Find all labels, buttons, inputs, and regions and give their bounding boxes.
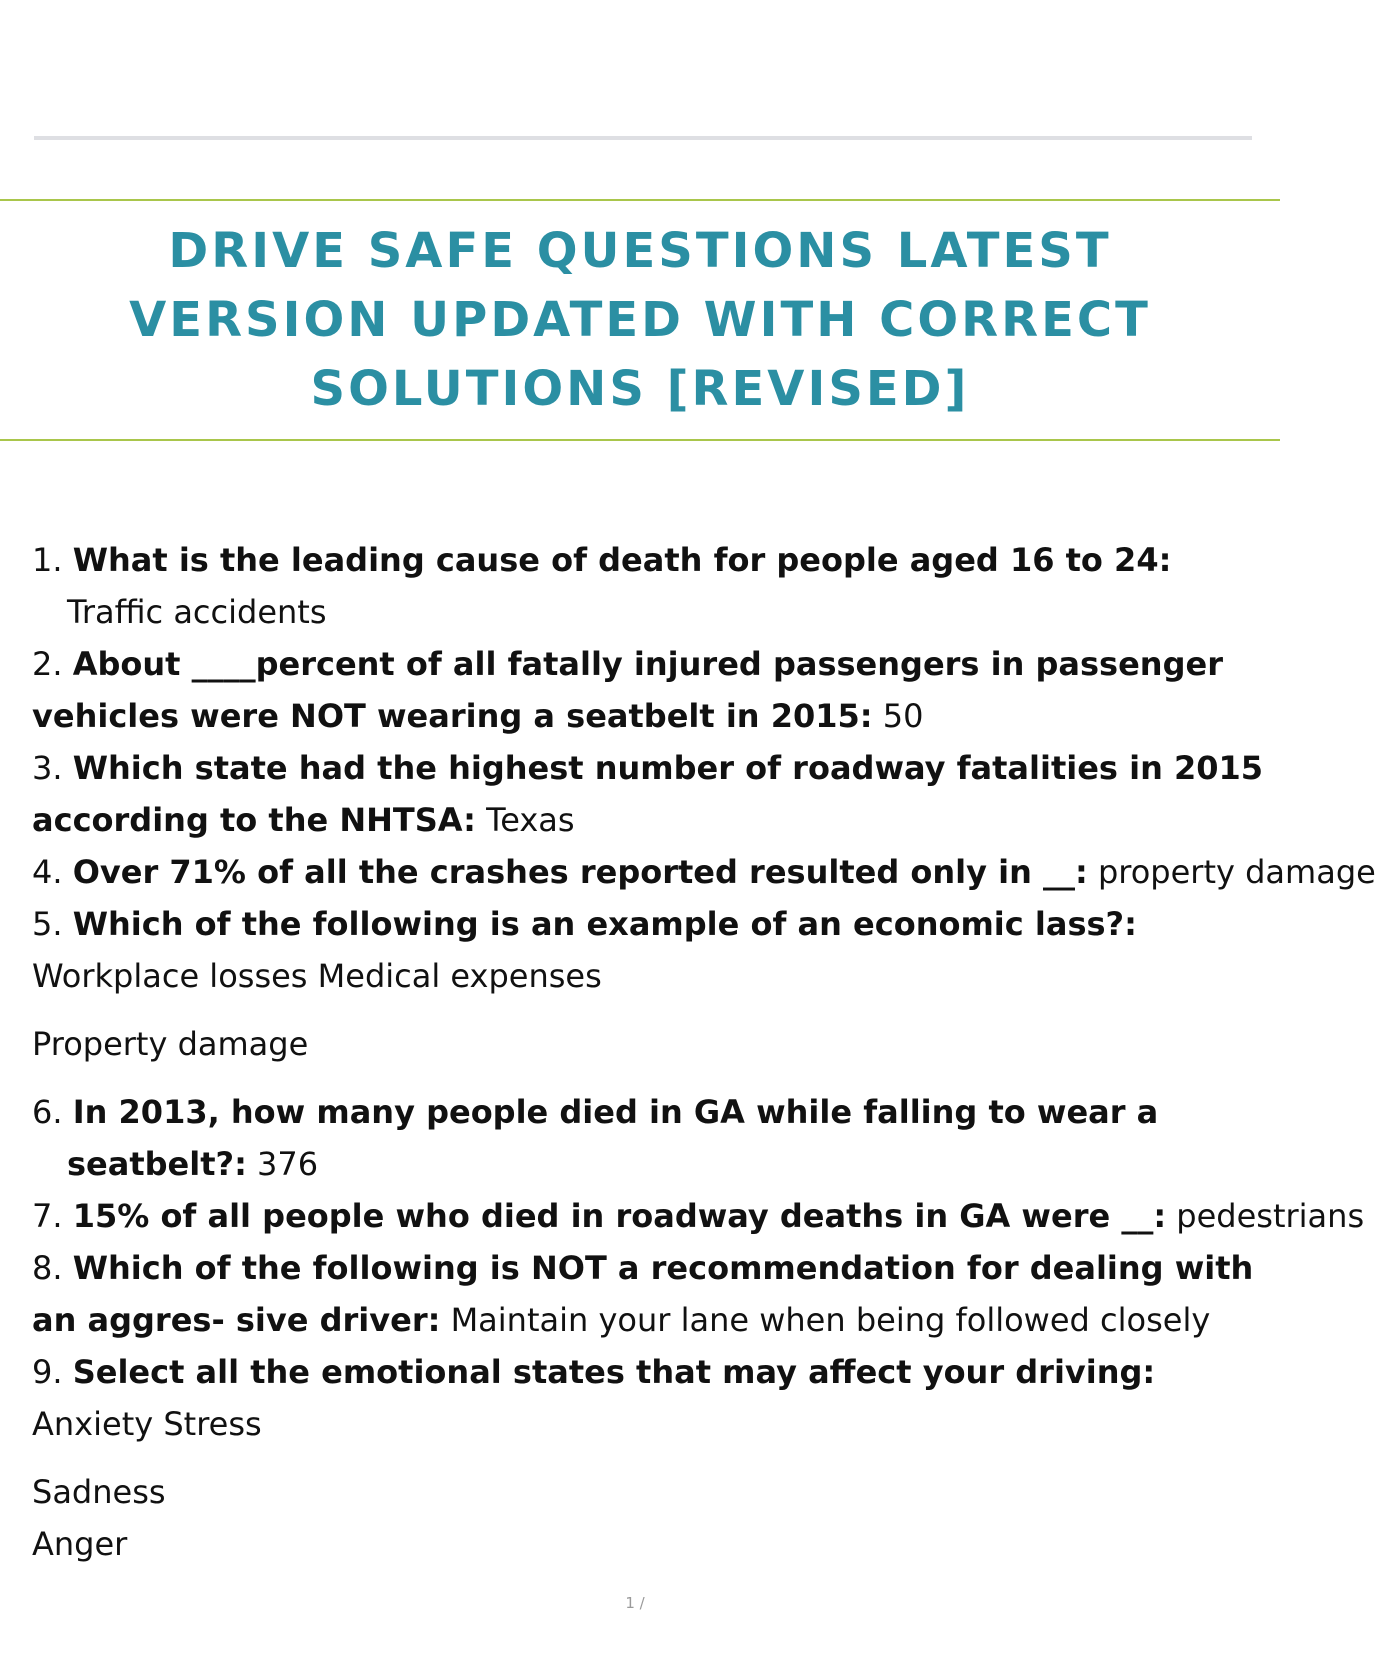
answer-text: Maintain your lane when being followed closely [440,1301,1211,1339]
answer-text: Workplace losses Medical expenses [32,957,602,995]
question-item-2 [32,638,1272,742]
answer-line: Anger [32,1525,128,1563]
question-number: 2. [32,645,73,683]
title-band [0,199,1280,441]
question-number: 7. [32,1197,73,1235]
question-text: What is the leading cause of death for people aged 16 to 24: [72,541,1172,579]
question-item-3 [32,742,1272,846]
answer-line: Sadness [32,1473,166,1511]
question-number: 4. [32,853,73,891]
answer-text: pedestrians [1166,1197,1365,1235]
answer-text: 50 [872,697,924,735]
answer-text: Texas [475,801,575,839]
question-item-4 [32,846,1376,898]
answer-text: Traffic accidents [67,593,327,631]
question-text: About ____percent of all fatally injured passengers in passenger vehicles were NOT wearing a seatbelt in 2015: [32,645,1223,735]
question-text: Over 71% of all the crashes reported resulted only in __: [72,853,1088,891]
question-number: 8. [32,1249,73,1287]
answer-text: property damage [1087,853,1376,891]
question-text: 15% of all people who died in roadway deaths in GA were __: [72,1197,1167,1235]
answer-continuation: Property damage [32,1025,309,1063]
question-item-8 [32,1242,1272,1346]
page-number: 1 / [625,1594,645,1612]
question-item-6 [32,1086,1272,1190]
question-item-7 [32,1190,1365,1242]
question-number: 5. [32,905,73,943]
question-text: In 2013, how many people died in GA while falling to wear a seatbelt?: [67,1093,1159,1183]
question-text: Which of the following is NOT a recommendation for dealing with an aggres- sive driver: [32,1249,1254,1339]
question-number: 9. [32,1353,73,1391]
document-title: DRIVE SAFE QUESTIONS LATEST VERSION UPDATED WITH CORRECT SOLUTIONS [REVISED] [129,222,1151,417]
question-number: 3. [32,749,73,787]
question-text: Which of the following is an example of an economic lass?: [72,905,1137,943]
answer-line: Anxiety Stress [32,1405,262,1443]
answer-text: 376 [246,1145,319,1183]
question-text: Which state had the highest number of roadway fatalities in 2015 according to the NHTSA: [32,749,1264,839]
question-text: Select all the emotional states that may affect your driving: [72,1353,1156,1391]
question-number: 6. [32,1093,73,1131]
question-number: 1. [32,541,73,579]
top-divider [34,136,1252,140]
question-item-9 [32,1346,1272,1398]
question-item-1 [32,534,1272,638]
question-item-5 [32,898,1272,1002]
question-list [32,534,1376,1570]
